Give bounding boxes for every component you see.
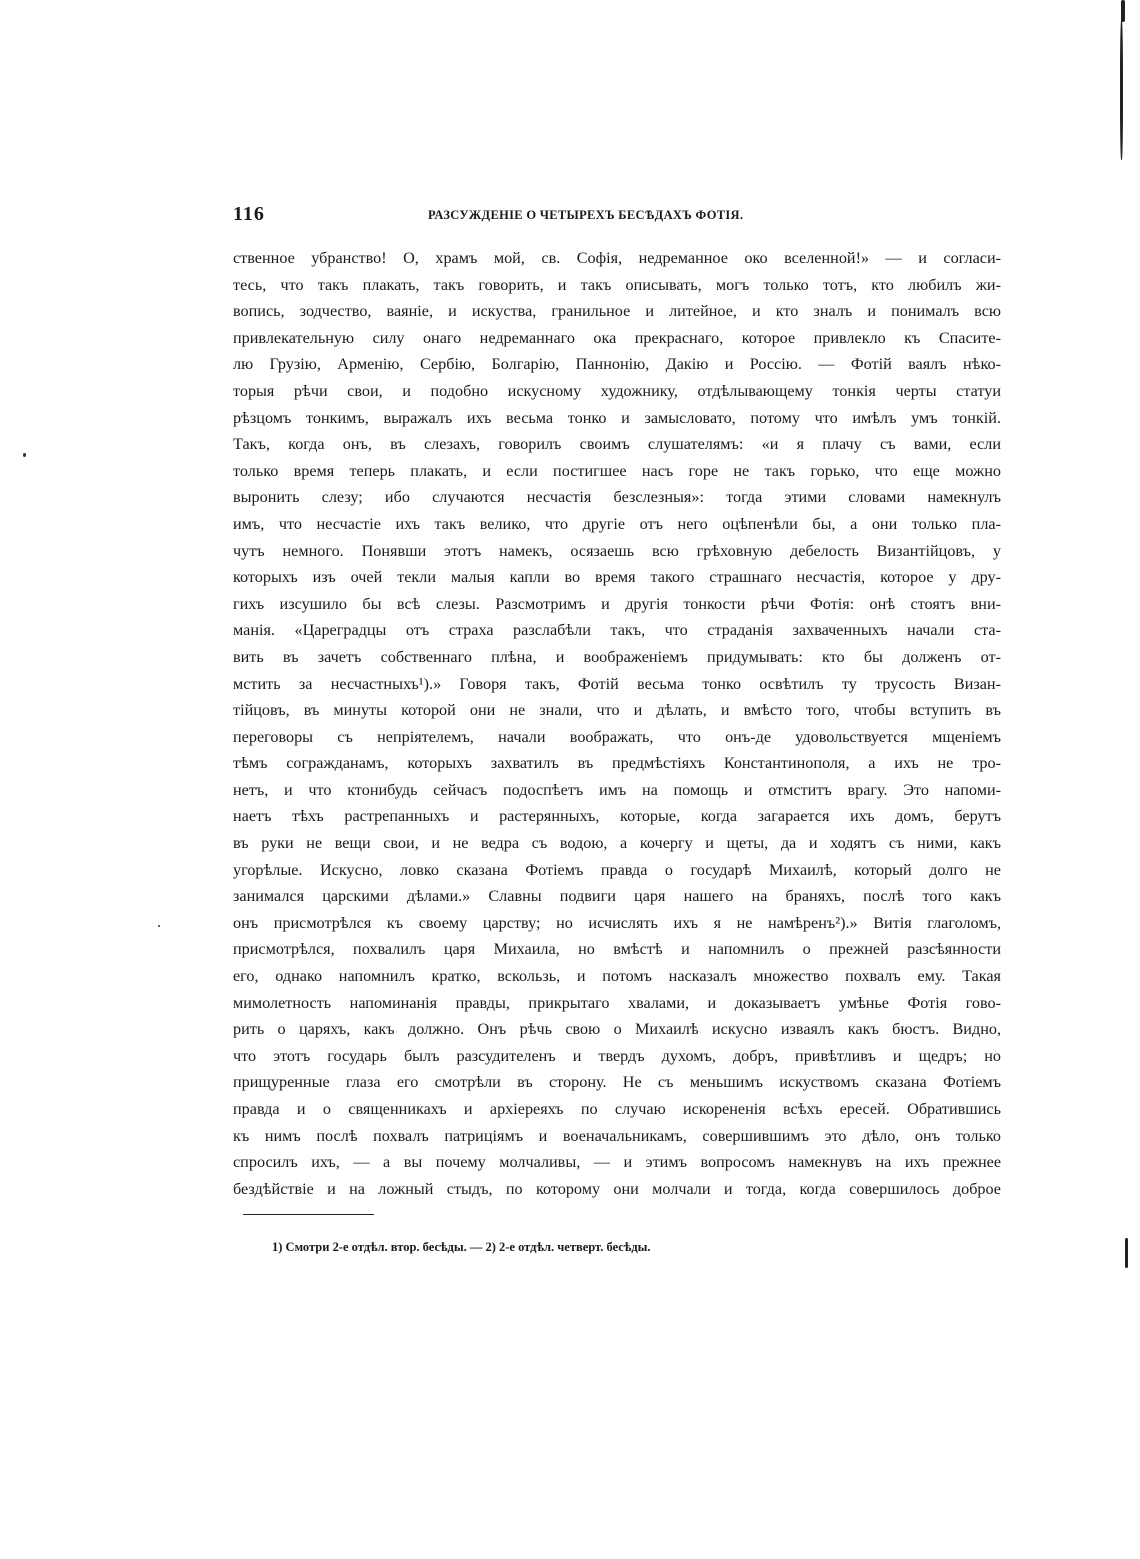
scan-speck [23, 453, 26, 457]
body-text [233, 245, 1001, 1202]
text-line: чутъ немного. Понявши этотъ намекъ, осязаешь всю грѣховную дебелость Византійцовъ, у [233, 541, 1001, 560]
text-line: выронить слезу; ибо случаются несчастія безслезныя»: тогда этими словами намекнулъ [233, 488, 1001, 507]
running-head: РАЗСУЖДЕНІЕ О ЧЕТЫРЕХЪ БЕСѢДАХЪ ФОТІЯ. [428, 208, 744, 222]
footnote-divider [243, 1214, 374, 1215]
text-line: наетъ тѣхъ растрепанныхъ и растерянныхъ, которые, когда загарается ихъ домъ, берутъ [233, 807, 1001, 826]
text-line: переговоры съ непріятелемъ, начали воображать, что онъ-де удовольствуется мщеніемъ [233, 727, 1001, 746]
text-line: торыя рѣчи свои, и подобно искусному художнику, отдѣлывающему тонкія черты статуи [233, 381, 1001, 400]
text-line: манія. «Цареградцы отъ страха разслабѣли такъ, что страданія захваченныхъ начали ста- [233, 621, 1001, 640]
text-line: тѣмъ согражданамъ, которыхъ захватилъ въ предмѣстіяхъ Константинополя, а ихъ не тро- [233, 754, 1001, 773]
text-line: что этотъ государь былъ разсудителенъ и твердъ духомъ, добръ, привѣтливъ и щедръ; но [233, 1046, 1001, 1065]
text-line: вить въ зачетъ собственнаго плѣна, и воображеніемъ придумывать: кто бы долженъ от- [233, 647, 1001, 666]
text-line: прищуренные глаза его смотрѣли въ сторону. Не съ меньшимъ искуствомъ сказана Фотіемъ [233, 1073, 1001, 1092]
text-line: тесь, что такъ плакать, такъ говорить, и такъ описывать, могъ только тотъ, кто любилъ жи- [233, 275, 1001, 294]
text-line: его, однако напомнилъ кратко, вскользь, и потомъ насказалъ множество похвалъ ему. Такая [233, 967, 1001, 986]
text-line: рѣзцомъ тонкимъ, выражалъ ихъ весьма тонко и замысловато, потому что имѣлъ умъ тонкій. [233, 408, 1001, 427]
text-line: гихъ изсушило бы всѣ слезы. Разсмотримъ и другія тонкости рѣчи Фотія: онѣ стоятъ вни- [233, 594, 1001, 613]
text-line: которыхъ изъ очей текли малыя капли во время такого страшнаго несчастія, которое у дру- [233, 568, 1001, 587]
footnote: 1) Смотри 2-е отдѣл. втор. бесѣды. — 2) 2-е отдѣл. четверт. бесѣды. [272, 1240, 651, 1254]
scan-edge-artifact [1120, 20, 1123, 160]
text-line: ственное убранство! О, храмъ мой, св. Софія, недреманное око вселенной!» — и согласи- [233, 249, 1001, 267]
text-line: рить о царяхъ, какъ должно. Онъ рѣчь свою о Михаилѣ искусно изваялъ какъ бюстъ. Видно, [233, 1020, 1001, 1039]
text-line: привлекательную силу онаго недреманнаго ока прекраснаго, которое привлекло къ Спасите- [233, 328, 1001, 347]
page-number: 116 [233, 203, 265, 225]
page-header [233, 203, 998, 227]
text-line: бездѣйствіе и на ложный стыдъ, по которому они молчали и тогда, когда совершилось доброе [233, 1179, 1001, 1198]
text-line: угорѣлые. Искусно, ловко сказана Фотіемъ правда о государѣ Михаилѣ, который долго не [233, 860, 1001, 879]
text-line: лю Грузію, Арменію, Сербію, Болгарію, Паннонію, Дакію и Россію. — Фотій ваялъ нѣко- [233, 355, 1001, 374]
scan-edge-artifact [1121, 0, 1125, 22]
text-line: мимолетность напоминанія правды, прикрытаго хвалами, и доказываетъ умѣнье Фотія гово- [233, 993, 1001, 1012]
text-line: Такъ, когда онъ, въ слезахъ, говорилъ своимъ слушателямъ: «и я плачу съ вами, если [233, 435, 1001, 454]
text-line: только время теперь плакать, и если постигшее насъ горе не такъ горько, что еще можно [233, 461, 1001, 480]
scan-edge-artifact [1125, 1238, 1128, 1268]
text-line: нетъ, и что ктонибудь сейчасъ подоспѣетъ имъ на помощь и отмститъ врагу. Это напоми- [233, 780, 1001, 799]
text-line: къ нимъ послѣ похвалъ патриціямъ и военачальникамъ, совершившимъ это дѣло, онъ только [233, 1126, 1001, 1145]
text-line: занимался царскими дѣлами.» Славны подвиги царя нашего на браняхъ, послѣ того какъ [233, 887, 1001, 906]
text-line: тійцовъ, въ минуты которой они не знали, что и дѣлать, и вмѣсто того, чтобы вступить въ [233, 701, 1001, 720]
text-line: вопись, зодчество, ваяніе, и искуства, гранильное и литейное, и кто зналъ и понималъ всю [233, 302, 1001, 321]
text-line: имъ, что несчастіе ихъ такъ велико, что другіе отъ него оцѣпенѣли бы, а они только пла- [233, 514, 1001, 533]
text-line: мстить за несчастныхъ¹).» Говоря такъ, Фотій весьма тонко освѣтилъ ту трусость Визан- [233, 674, 1001, 693]
text-line: присмотрѣлся, похвалилъ царя Михаила, но вмѣстѣ и напомнилъ о прежней разсѣянности [233, 940, 1001, 959]
scan-speck [158, 925, 160, 927]
text-line: въ руки не вещи свои, и не ведра съ водою, а кочергу и щеты, да и ходятъ съ ними, какъ [233, 834, 1001, 853]
text-line: онъ присмотрѣлся къ своему царству; но исчислять ихъ я не намѣренъ²).» Витія глаголомъ, [233, 913, 1001, 932]
text-line: спросилъ ихъ, — а вы почему молчаливы, — и этимъ вопросомъ намекнувъ на ихъ прежнее [233, 1153, 1001, 1172]
text-line: правда и о священникахъ и архіереяхъ по случаю искорененія всѣхъ ересей. Обратившись [233, 1100, 1001, 1118]
